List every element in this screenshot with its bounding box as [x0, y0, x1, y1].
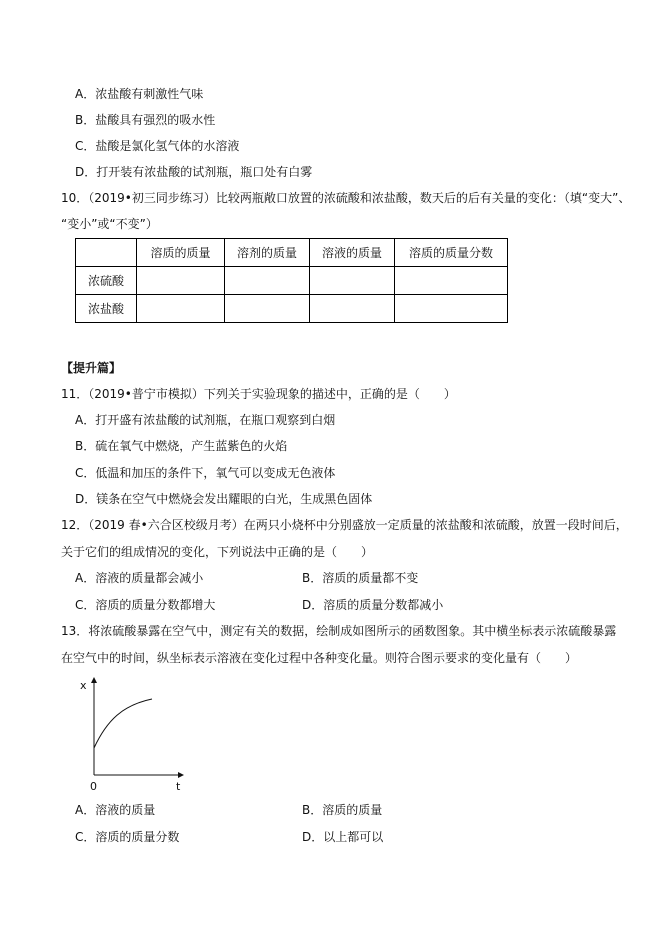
q10-stem-line2: “变小”或“不变”）: [61, 217, 158, 231]
table-cell: [395, 295, 508, 323]
q9-option-c: C．盐酸是氯化氢气体的水溶液: [75, 139, 240, 153]
table-cell: [310, 295, 395, 323]
table-cell: [225, 267, 310, 295]
q11-stem: 11．（2019•普宁市模拟）下列关于实验现象的描述中，正确的是（ ）: [61, 387, 456, 401]
table-header-cell: 溶液的质量: [310, 239, 395, 267]
q9-option-b: B．盐酸具有强烈的吸水性: [75, 113, 216, 127]
table-row: [76, 295, 508, 323]
table-row-label: 浓硫酸: [76, 267, 137, 295]
table-row-label: 浓盐酸: [76, 295, 137, 323]
table-header-cell: [76, 239, 137, 267]
table-cell: [395, 267, 508, 295]
table-cell: [137, 295, 225, 323]
section-title: 【提升篇】: [61, 361, 122, 375]
table-cell: [225, 295, 310, 323]
x-axis-label: t: [176, 780, 181, 793]
q11-option-b: B．硫在氧气中燃烧，产生蓝紫色的火焰: [75, 439, 288, 453]
origin-label: 0: [90, 780, 97, 793]
table-row: [76, 267, 508, 295]
q9-option-a: A．浓盐酸有刺激性气味: [75, 87, 204, 101]
table-header-row: [76, 239, 508, 267]
q12-option-d: D．溶质的质量分数都减小: [302, 598, 444, 612]
table-header-cell: 溶剂的质量: [225, 239, 310, 267]
q13-option-d: D．以上都可以: [302, 830, 384, 844]
q12-stem-line2: 关于它们的组成情况的变化，下列说法中正确的是（ ）: [61, 545, 374, 559]
q9-option-d: D．打开装有浓盐酸的试剂瓶，瓶口处有白雾: [75, 165, 313, 179]
q11-option-c: C．低温和加压的条件下，氧气可以变成无色液体: [75, 466, 336, 480]
q12-option-b: B．溶质的质量都不变: [302, 571, 419, 585]
q13-option-c: C．溶质的质量分数: [75, 830, 180, 844]
q10-table: [75, 238, 508, 323]
table-header-cell: 溶质的质量: [137, 239, 225, 267]
table-header-cell: 溶质的质量分数: [395, 239, 508, 267]
q13-stem-line2: 在空气中的时间，纵坐标表示溶液在变化过程中各种变化量。则符合图示要求的变化量有（ ）: [61, 651, 578, 665]
curve: [94, 699, 152, 748]
q13-graph: [75, 675, 195, 795]
q11-option-a: A．打开盛有浓盐酸的试剂瓶，在瓶口观察到白烟: [75, 413, 336, 427]
table-cell: [137, 267, 225, 295]
q13-option-b: B．溶质的质量: [302, 803, 383, 817]
q10-stem-line1: 10．（2019•初三同步练习）比较两瓶敞口放置的浓硫酸和浓盐酸，数天后的后有关量的变化：（填“变大”、: [61, 191, 631, 205]
table-cell: [310, 267, 395, 295]
q11-option-d: D．镁条在空气中燃烧会发出耀眼的白光，生成黑色固体: [75, 492, 373, 506]
q13-option-a: A．溶液的质量: [75, 803, 156, 817]
q12-option-a: A．溶液的质量都会减小: [75, 571, 204, 585]
y-axis-label: x: [80, 679, 87, 692]
q12-stem-line1: 12．（2019 春•六合区校级月考）在两只小烧杯中分别盛放一定质量的浓盐酸和浓硫酸，放置一段时间后，: [61, 518, 628, 532]
q13-stem-line1: 13．将浓硫酸暴露在空气中，测定有关的数据，绘制成如图所示的函数图象。其中横坐标表示浓硫酸暴露: [61, 624, 617, 638]
q12-option-c: C．溶质的质量分数都增大: [75, 598, 216, 612]
